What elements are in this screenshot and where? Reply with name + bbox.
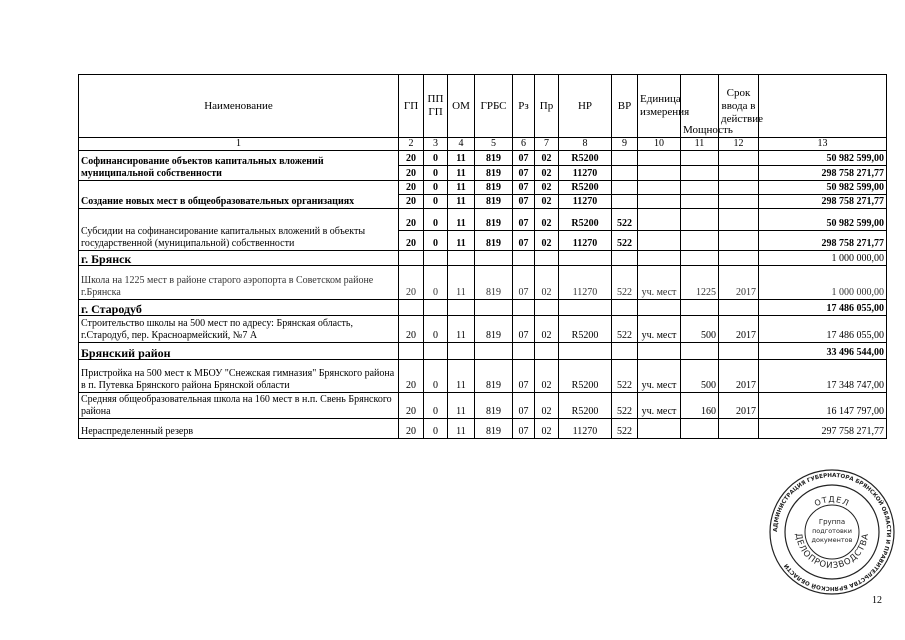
cell-power: 160 bbox=[681, 393, 719, 419]
cell-nr: 11270 bbox=[559, 195, 612, 209]
header-ppgp: ПП ГП bbox=[424, 75, 448, 138]
cell-term: 2017 bbox=[719, 360, 759, 393]
column-number: 11 bbox=[681, 138, 719, 151]
column-number: 5 bbox=[475, 138, 513, 151]
cell-term bbox=[719, 181, 759, 195]
cell-vr bbox=[612, 166, 638, 181]
header-amount bbox=[759, 75, 887, 138]
cell-grbs: 819 bbox=[475, 266, 513, 300]
table-row bbox=[79, 393, 887, 419]
cell-ppgp: 0 bbox=[424, 316, 448, 343]
cell-rz: 07 bbox=[513, 209, 535, 231]
cell-om: 11 bbox=[448, 195, 475, 209]
stamp-center-line: подготовки bbox=[812, 527, 852, 535]
cell-term bbox=[719, 231, 759, 251]
cell-om: 11 bbox=[448, 151, 475, 166]
column-number: 8 bbox=[559, 138, 612, 151]
cell-term bbox=[719, 195, 759, 209]
cell-pr: 02 bbox=[535, 360, 559, 393]
row-name: Средняя общеобразовательная школа на 160 мест в н.п. Свень Брянского района bbox=[79, 393, 399, 419]
cell-ppgp: 0 bbox=[424, 166, 448, 181]
cell-ppgp: 0 bbox=[424, 419, 448, 439]
cell-grbs: 819 bbox=[475, 393, 513, 419]
header-vr: ВР bbox=[612, 75, 638, 138]
header-unit: Единица измерения bbox=[638, 75, 681, 138]
cell-ppgp: 0 bbox=[424, 393, 448, 419]
cell-amount: 297 758 271,77 bbox=[759, 419, 887, 439]
cell-amount: 16 147 797,00 bbox=[759, 393, 887, 419]
cell-gp: 20 bbox=[399, 151, 424, 166]
cell-pr: 02 bbox=[535, 393, 559, 419]
stamp-bottom-word: ДЕЛОПРОИЗВОДСТВА bbox=[792, 532, 872, 572]
cell-amount: 298 758 271,77 bbox=[759, 166, 887, 181]
column-number: 10 bbox=[638, 138, 681, 151]
cell-om: 11 bbox=[448, 266, 475, 300]
cell-vr: 522 bbox=[612, 393, 638, 419]
cell-grbs: 819 bbox=[475, 316, 513, 343]
cell-amount: 298 758 271,77 bbox=[759, 231, 887, 251]
cell-amount: 17 348 747,00 bbox=[759, 360, 887, 393]
cell-vr bbox=[612, 181, 638, 195]
cell-nr: 11270 bbox=[559, 419, 612, 439]
cell-gp: 20 bbox=[399, 316, 424, 343]
row-name: Строительство школы на 500 мест по адресу: Брянская область, г.Стародуб, пер. Красноармейский, №7 А bbox=[79, 316, 399, 343]
header-grbs: ГРБС bbox=[475, 75, 513, 138]
cell-nr: 11270 bbox=[559, 266, 612, 300]
header-nr: НР bbox=[559, 75, 612, 138]
cell-nr: 11270 bbox=[559, 166, 612, 181]
cell-gp: 20 bbox=[399, 166, 424, 181]
cell-grbs: 819 bbox=[475, 181, 513, 195]
cell-grbs: 819 bbox=[475, 360, 513, 393]
cell-pr: 02 bbox=[535, 181, 559, 195]
cell-rz: 07 bbox=[513, 166, 535, 181]
cell-amount: 33 496 544,00 bbox=[759, 343, 887, 360]
cell-ppgp: 0 bbox=[424, 360, 448, 393]
column-number: 7 bbox=[535, 138, 559, 151]
cell-nr: R5200 bbox=[559, 360, 612, 393]
header-name: Наименование bbox=[79, 75, 399, 138]
cell-pr: 02 bbox=[535, 419, 559, 439]
cell-gp: 20 bbox=[399, 231, 424, 251]
office-stamp bbox=[768, 468, 896, 596]
table-row bbox=[79, 266, 887, 300]
cell-unit bbox=[638, 151, 681, 166]
budget-table bbox=[78, 74, 887, 439]
cell-vr: 522 bbox=[612, 360, 638, 393]
cell-grbs: 819 bbox=[475, 195, 513, 209]
cell-nr: R5200 bbox=[559, 151, 612, 166]
cell-rz: 07 bbox=[513, 195, 535, 209]
row-name: Субсидии на софинансирование капитальных вложений в объекты государственной (муниципальной) собственности bbox=[79, 209, 399, 251]
cell-nr: 11270 bbox=[559, 231, 612, 251]
cell-unit bbox=[638, 195, 681, 209]
cell-pr: 02 bbox=[535, 316, 559, 343]
cell-amount: 298 758 271,77 bbox=[759, 195, 887, 209]
cell-vr: 522 bbox=[612, 231, 638, 251]
column-number-row bbox=[79, 138, 887, 151]
cell-power: 500 bbox=[681, 316, 719, 343]
cell-gp: 20 bbox=[399, 360, 424, 393]
section-row bbox=[79, 300, 887, 316]
cell-power bbox=[681, 166, 719, 181]
page-number: 12 bbox=[872, 595, 882, 606]
cell-pr: 02 bbox=[535, 231, 559, 251]
stamp-top-word: ОТДЕЛ bbox=[813, 494, 851, 509]
cell-amount: 50 982 599,00 bbox=[759, 181, 887, 195]
section-row bbox=[79, 251, 887, 266]
column-number: 6 bbox=[513, 138, 535, 151]
header-om: ОМ bbox=[448, 75, 475, 138]
column-number: 9 bbox=[612, 138, 638, 151]
header-power: Мощность bbox=[681, 75, 719, 138]
header-pr: Пр bbox=[535, 75, 559, 138]
column-number: 1 bbox=[79, 138, 399, 151]
column-number: 13 bbox=[759, 138, 887, 151]
table-row bbox=[79, 181, 887, 195]
cell-amount: 1 000 000,00 bbox=[759, 266, 887, 300]
cell-ppgp: 0 bbox=[424, 231, 448, 251]
cell-nr: R5200 bbox=[559, 209, 612, 231]
cell-gp: 20 bbox=[399, 266, 424, 300]
cell-grbs: 819 bbox=[475, 209, 513, 231]
cell-vr: 522 bbox=[612, 419, 638, 439]
cell-nr: R5200 bbox=[559, 316, 612, 343]
table-row bbox=[79, 360, 887, 393]
svg-text:ОТДЕЛ bbox=[813, 495, 851, 508]
cell-unit: уч. мест bbox=[638, 316, 681, 343]
stamp-center-line: документов bbox=[811, 536, 853, 544]
header-term: Срок ввода в действие bbox=[719, 75, 759, 138]
cell-om: 11 bbox=[448, 166, 475, 181]
header-gp: ГП bbox=[399, 75, 424, 138]
cell-rz: 07 bbox=[513, 360, 535, 393]
cell-vr bbox=[612, 195, 638, 209]
cell-om: 11 bbox=[448, 419, 475, 439]
cell-unit bbox=[638, 419, 681, 439]
cell-amount: 50 982 599,00 bbox=[759, 209, 887, 231]
cell-amount: 1 000 000,00 bbox=[759, 251, 887, 266]
cell-grbs: 819 bbox=[475, 231, 513, 251]
cell-pr: 02 bbox=[535, 266, 559, 300]
cell-unit bbox=[638, 166, 681, 181]
cell-grbs: 819 bbox=[475, 166, 513, 181]
cell-unit bbox=[638, 181, 681, 195]
cell-gp: 20 bbox=[399, 393, 424, 419]
cell-rz: 07 bbox=[513, 181, 535, 195]
section-row bbox=[79, 343, 887, 360]
section-name: г. Брянск bbox=[79, 251, 399, 266]
header-rz: Рз bbox=[513, 75, 535, 138]
row-name: Софинансирование объектов капитальных вложений муниципальной собственности bbox=[79, 151, 399, 181]
cell-rz: 07 bbox=[513, 151, 535, 166]
cell-power: 500 bbox=[681, 360, 719, 393]
cell-amount: 17 486 055,00 bbox=[759, 300, 887, 316]
cell-power bbox=[681, 195, 719, 209]
cell-om: 11 bbox=[448, 209, 475, 231]
stamp-center-line: Группа bbox=[818, 518, 846, 526]
section-name: г. Стародуб bbox=[79, 300, 399, 316]
cell-gp: 20 bbox=[399, 209, 424, 231]
row-name: Нераспределенный резерв bbox=[79, 419, 399, 439]
cell-power bbox=[681, 151, 719, 166]
cell-nr: R5200 bbox=[559, 181, 612, 195]
column-number: 2 bbox=[399, 138, 424, 151]
column-number: 4 bbox=[448, 138, 475, 151]
cell-amount: 17 486 055,00 bbox=[759, 316, 887, 343]
table-row bbox=[79, 151, 887, 166]
cell-vr: 522 bbox=[612, 316, 638, 343]
cell-rz: 07 bbox=[513, 393, 535, 419]
cell-pr: 02 bbox=[535, 151, 559, 166]
cell-term: 2017 bbox=[719, 266, 759, 300]
row-name: Создание новых мест в общеобразовательных организациях bbox=[79, 181, 399, 209]
cell-pr: 02 bbox=[535, 195, 559, 209]
cell-unit bbox=[638, 209, 681, 231]
cell-unit: уч. мест bbox=[638, 360, 681, 393]
cell-rz: 07 bbox=[513, 266, 535, 300]
cell-vr: 522 bbox=[612, 209, 638, 231]
cell-term: 2017 bbox=[719, 393, 759, 419]
cell-grbs: 819 bbox=[475, 419, 513, 439]
row-name: Школа на 1225 мест в районе старого аэропорта в Советском районе г.Брянска bbox=[79, 266, 399, 300]
cell-vr: 522 bbox=[612, 266, 638, 300]
cell-unit bbox=[638, 231, 681, 251]
cell-unit: уч. мест bbox=[638, 393, 681, 419]
cell-nr: R5200 bbox=[559, 393, 612, 419]
cell-gp: 20 bbox=[399, 195, 424, 209]
cell-pr: 02 bbox=[535, 166, 559, 181]
cell-term bbox=[719, 209, 759, 231]
cell-ppgp: 0 bbox=[424, 151, 448, 166]
cell-grbs: 819 bbox=[475, 151, 513, 166]
column-number: 12 bbox=[719, 138, 759, 151]
table-row bbox=[79, 209, 887, 231]
cell-pr: 02 bbox=[535, 209, 559, 231]
cell-om: 11 bbox=[448, 316, 475, 343]
cell-term bbox=[719, 419, 759, 439]
cell-gp: 20 bbox=[399, 419, 424, 439]
section-name: Брянский район bbox=[79, 343, 399, 360]
cell-power bbox=[681, 231, 719, 251]
header-row bbox=[79, 75, 887, 138]
cell-rz: 07 bbox=[513, 316, 535, 343]
row-name: Пристройка на 500 мест к МБОУ "Снежская гимназия" Брянского района в п. Путевка Брянского района Брянской области bbox=[79, 360, 399, 393]
stamp-outer-text: АДМИНИСТРАЦИЯ ГУБЕРНАТОРА БРЯНСКОЙ ОБЛАСТИ И ПРАВИТЕЛЬСТВА БРЯНСКОЙ ОБЛАСТИ bbox=[772, 472, 892, 592]
cell-gp: 20 bbox=[399, 181, 424, 195]
cell-term bbox=[719, 166, 759, 181]
table-row bbox=[79, 419, 887, 439]
cell-om: 11 bbox=[448, 393, 475, 419]
cell-power bbox=[681, 419, 719, 439]
table-row bbox=[79, 316, 887, 343]
cell-ppgp: 0 bbox=[424, 266, 448, 300]
cell-ppgp: 0 bbox=[424, 195, 448, 209]
cell-vr bbox=[612, 151, 638, 166]
cell-om: 11 bbox=[448, 181, 475, 195]
cell-rz: 07 bbox=[513, 231, 535, 251]
cell-term bbox=[719, 151, 759, 166]
cell-om: 11 bbox=[448, 360, 475, 393]
cell-ppgp: 0 bbox=[424, 209, 448, 231]
cell-ppgp: 0 bbox=[424, 181, 448, 195]
cell-om: 11 bbox=[448, 231, 475, 251]
cell-unit: уч. мест bbox=[638, 266, 681, 300]
column-number: 3 bbox=[424, 138, 448, 151]
cell-rz: 07 bbox=[513, 419, 535, 439]
cell-power bbox=[681, 181, 719, 195]
cell-amount: 50 982 599,00 bbox=[759, 151, 887, 166]
cell-term: 2017 bbox=[719, 316, 759, 343]
cell-power bbox=[681, 209, 719, 231]
cell-power: 1225 bbox=[681, 266, 719, 300]
